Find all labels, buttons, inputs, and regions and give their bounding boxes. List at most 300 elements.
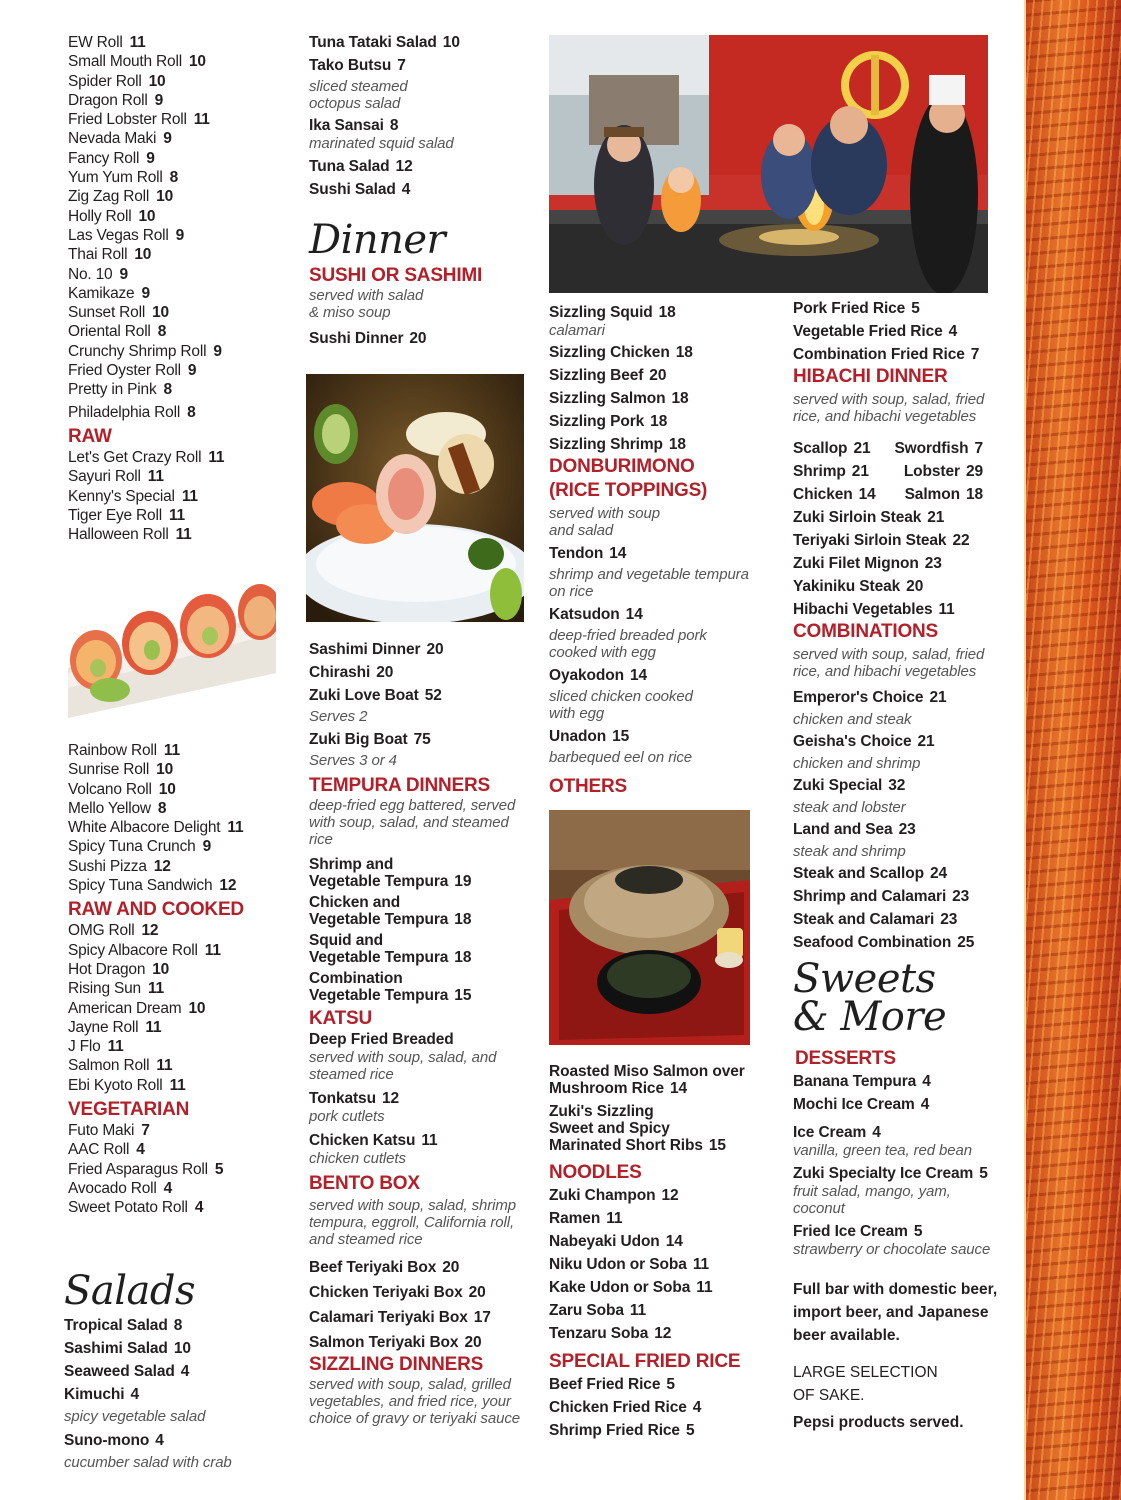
- item-price: 11: [156, 1057, 173, 1075]
- item-price: 12: [654, 1325, 672, 1342]
- item-description: octopus salad: [309, 95, 401, 112]
- desserts-heading: DESSERTS: [795, 1048, 896, 1069]
- item-price: 10: [156, 761, 174, 779]
- item-price: 8: [157, 799, 167, 817]
- item-name: Pork Fried Rice: [793, 300, 906, 317]
- vegetarian-list: [68, 1121, 288, 1217]
- section-description: choice of gravy or teriyaki sauce: [309, 1410, 520, 1427]
- item-price: 9: [213, 342, 222, 360]
- menu-item: [549, 412, 784, 431]
- menu-item: [309, 911, 544, 928]
- item-price: 11: [147, 980, 164, 998]
- item-price: 11: [629, 1302, 647, 1319]
- menu-item: Zuki's Sizzling: [549, 1103, 654, 1120]
- menu-item: [68, 284, 288, 303]
- noodles-heading: NOODLES: [549, 1162, 642, 1183]
- item-price: 20: [649, 367, 667, 384]
- item-price: 9: [141, 284, 150, 302]
- bento-box-heading: BENTO BOX: [309, 1173, 420, 1194]
- menu-item: Sushi Salad 4: [309, 181, 411, 198]
- menu-item: [793, 910, 1018, 929]
- item-price: 11: [227, 819, 244, 837]
- menu-item: Deep Fried Breaded: [309, 1031, 454, 1048]
- item-name: Philadelphia Roll: [68, 403, 181, 421]
- item-price: 4: [163, 1179, 173, 1197]
- raw-list: [68, 448, 288, 544]
- item-description: barbequed eel on rice: [549, 749, 693, 766]
- item-name: Calamari Teriyaki Box: [309, 1309, 468, 1326]
- item-name: Zuki Filet Mignon: [793, 555, 919, 572]
- item-name: Kake Udon or Soba: [549, 1279, 691, 1296]
- hibachi-pair-row: [793, 485, 983, 504]
- bento-list: [309, 1258, 544, 1352]
- item-price: 11: [175, 526, 192, 544]
- item-name: Lobster: [903, 463, 960, 480]
- sizzling-dinners-heading: SIZZLING DINNERS: [309, 1354, 484, 1375]
- item-name: Sunrise Roll: [68, 761, 150, 779]
- menu-item: [904, 462, 983, 481]
- item-price: 21: [851, 463, 869, 480]
- item-name: Kamikaze: [68, 284, 135, 302]
- item-description: chicken cutlets: [309, 1150, 406, 1167]
- item-name: Chicken Fried Rice: [549, 1399, 687, 1416]
- item-price: 5: [214, 1160, 224, 1178]
- item-name: Nabeyaki Udon: [549, 1233, 660, 1250]
- item-price: 22: [952, 532, 970, 549]
- item-description: sliced chicken cooked: [549, 688, 693, 705]
- menu-item: Mushroom Rice 14: [549, 1080, 688, 1097]
- item-name: Steak and Scallop: [793, 865, 924, 882]
- item-name: Vegetable Fried Rice: [793, 323, 943, 340]
- hibachi-pair-row: [793, 462, 983, 481]
- item-description: steak and shrimp: [793, 843, 906, 860]
- item-name: Swordfish: [894, 440, 969, 457]
- menu-item: Roasted Miso Salmon over: [549, 1063, 745, 1080]
- item-name: Geisha's Choice: [793, 733, 912, 750]
- menu-item: [68, 780, 288, 799]
- item-name: Beef Teriyaki Box: [309, 1259, 437, 1276]
- item-name: Hot Dragon: [68, 960, 146, 978]
- item-name: Let's Get Crazy Roll: [68, 448, 202, 466]
- item-name: Combination: [309, 970, 403, 987]
- menu-item: [68, 448, 288, 467]
- item-description: calamari: [549, 322, 605, 339]
- border-divider: [1024, 0, 1026, 1500]
- item-price: 20: [442, 1259, 460, 1276]
- item-price: 12: [141, 922, 159, 940]
- item-name: Zuki Champon: [549, 1187, 656, 1204]
- item-name: Sayuri Roll: [68, 468, 141, 486]
- item-name: No. 10: [68, 265, 113, 283]
- menu-item: [68, 361, 288, 380]
- menu-item: Chirashi 20: [309, 664, 394, 681]
- item-name: Sizzling Salmon: [549, 390, 666, 407]
- item-description: vanilla, green tea, red bean: [793, 1142, 972, 1159]
- item-price: 21: [927, 509, 945, 526]
- item-price: 10: [152, 304, 169, 322]
- menu-item: [793, 776, 1018, 795]
- menu-item: [68, 207, 288, 226]
- column-3: [549, 303, 784, 798]
- column-3-lower: [549, 1063, 784, 1440]
- item-name: Squid and: [309, 932, 384, 949]
- menu-item: [68, 1018, 288, 1037]
- menu-item: [309, 987, 544, 1004]
- item-name: Rising Sun: [68, 980, 141, 998]
- item-description: coconut: [793, 1200, 845, 1217]
- item-price: 4: [948, 323, 958, 340]
- item-price: 12: [219, 877, 237, 895]
- menu-item: [68, 876, 288, 895]
- menu-item: [68, 245, 288, 264]
- item-price: 18: [675, 344, 693, 361]
- menu-item: Banana Tempura 4: [793, 1073, 931, 1090]
- item-name: Kenny's Special: [68, 487, 175, 505]
- donburimono-heading: DONBURIMONO: [549, 456, 695, 477]
- rice-toppings-heading: (RICE TOPPINGS): [549, 480, 708, 501]
- item-name: Las Vegas Roll: [68, 226, 169, 244]
- column-2-lower: [309, 640, 544, 1427]
- item-price: 8: [187, 403, 196, 421]
- menu-item: [905, 485, 983, 504]
- bar-note-line: import beer, and Japanese: [793, 1304, 989, 1321]
- section-description: rice, and hibachi vegetables: [793, 663, 977, 680]
- item-price: 19: [454, 873, 472, 890]
- menu-item: Sashimi Salad 10: [64, 1340, 191, 1357]
- item-price: 4: [194, 1199, 204, 1217]
- sushi-roll-photo: [68, 578, 276, 718]
- item-price: 11: [169, 1076, 186, 1094]
- item-price: 10: [188, 53, 206, 71]
- item-name: Teriyaki Sirloin Steak: [793, 532, 947, 549]
- item-price: 11: [204, 941, 221, 959]
- raw-and-cooked-list: [68, 921, 288, 1095]
- menu-item: [68, 226, 288, 245]
- item-price: 11: [147, 468, 164, 486]
- item-price: 25: [957, 934, 975, 951]
- item-price: 9: [202, 838, 211, 856]
- raw-heading: RAW: [68, 425, 112, 447]
- menu-item: [549, 435, 784, 454]
- section-description: served with salad: [309, 287, 424, 304]
- pepsi-note: Pepsi products served.: [793, 1414, 964, 1431]
- menu-item: Sashimi Dinner 20: [309, 641, 444, 658]
- item-description: steamed rice: [309, 1066, 394, 1083]
- item-name: Shrimp and: [309, 856, 394, 873]
- item-name: Crunchy Shrimp Roll: [68, 342, 207, 360]
- menu-item: Tako Butsu 7: [309, 57, 406, 74]
- menu-item: [68, 33, 288, 52]
- section-description: served with soup: [549, 505, 660, 522]
- item-price: 29: [965, 463, 983, 480]
- menu-item: Fried Ice Cream 5: [793, 1223, 923, 1240]
- item-price: 10: [148, 72, 166, 90]
- item-price: 10: [188, 999, 206, 1017]
- item-price: 23: [898, 821, 916, 838]
- menu-item: [793, 485, 876, 504]
- item-price: 11: [606, 1210, 623, 1227]
- section-description: served with soup, salad, fried: [793, 391, 985, 408]
- item-name: Steak and Calamari: [793, 911, 935, 928]
- item-description: chicken and steak: [793, 711, 912, 728]
- menu-item: [68, 1037, 288, 1056]
- menu-item: [68, 110, 288, 129]
- soba-noodles-photo: [549, 810, 750, 1045]
- menu-item: Tendon 14: [549, 545, 627, 562]
- item-price: 23: [940, 911, 958, 928]
- vegetarian-heading: VEGETARIAN: [68, 1099, 190, 1121]
- menu-item: Suno-mono 4: [64, 1432, 164, 1449]
- item-price: 14: [858, 486, 876, 503]
- menu-item: Oyakodon 14: [549, 667, 648, 684]
- item-name: Shrimp Fried Rice: [549, 1422, 680, 1439]
- hibachi-pair-row: [793, 439, 983, 458]
- item-price: 24: [929, 865, 948, 882]
- item-description: on rice: [549, 583, 594, 600]
- menu-item: Katsudon 14: [549, 606, 643, 623]
- salads-section: [64, 1270, 284, 1471]
- item-price: 18: [965, 486, 983, 503]
- menu-item: [793, 462, 869, 481]
- section-description: deep-fried egg battered, served: [309, 797, 516, 814]
- menu-item: [549, 389, 784, 408]
- item-name: Ramen: [549, 1210, 601, 1227]
- menu-item: [68, 187, 288, 206]
- hibachi-pairs: [793, 439, 1018, 504]
- menu-item: [68, 487, 288, 506]
- section-description: rice: [309, 831, 333, 848]
- menu-item: [68, 818, 288, 837]
- item-name: Sizzling Pork: [549, 413, 645, 430]
- section-description: and salad: [549, 522, 614, 539]
- menu-item: [68, 149, 288, 168]
- item-name: Yum Yum Roll: [68, 169, 163, 187]
- menu-item: [793, 554, 1018, 573]
- menu-item: [68, 525, 288, 544]
- item-name: Holly Roll: [68, 207, 132, 225]
- section-description: vegetables, and fried rice, your: [309, 1393, 511, 1410]
- item-name: Small Mouth Roll: [68, 53, 182, 71]
- menu-item: [68, 1198, 288, 1217]
- menu-item: Marinated Short Ribs 15: [549, 1137, 726, 1154]
- fried-rice-list: [793, 299, 1018, 364]
- menu-item: Mochi Ice Cream 4: [793, 1096, 930, 1113]
- menu-item: [68, 921, 288, 940]
- item-price: 4: [692, 1399, 702, 1416]
- menu-item: [793, 322, 1018, 341]
- menu-item: [549, 1375, 784, 1394]
- item-name: Sizzling Chicken: [549, 344, 670, 361]
- menu-item: [68, 129, 288, 148]
- item-price: 11: [692, 1256, 709, 1273]
- item-description: fruit salad, mango, yam,: [793, 1183, 951, 1200]
- menu-item: [309, 949, 544, 966]
- sake-note-line: OF SAKE.: [793, 1387, 865, 1404]
- section-description: tempura, eggroll, California roll,: [309, 1214, 515, 1231]
- menu-item: Zuki Love Boat 52: [309, 687, 442, 704]
- section-description: rice, and hibachi vegetables: [793, 408, 977, 425]
- item-price: 11: [193, 111, 210, 129]
- item-description: cooked with egg: [549, 644, 656, 661]
- hibachi-restaurant-photo: [549, 35, 988, 293]
- item-price: 9: [175, 226, 185, 244]
- menu-item: [68, 1140, 288, 1159]
- menu-item: [68, 979, 288, 998]
- section-description: and steamed rice: [309, 1231, 423, 1248]
- item-name: Futo Maki: [68, 1122, 135, 1140]
- item-name: Spider Roll: [68, 72, 142, 90]
- menu-item: [793, 531, 1018, 550]
- item-name: Halloween Roll: [68, 526, 169, 544]
- item-name: Shrimp and Calamari: [793, 888, 947, 905]
- menu-item: [549, 343, 784, 362]
- item-name: Chicken Teriyaki Box: [309, 1284, 463, 1301]
- item-price: 11: [696, 1279, 713, 1296]
- item-price: 9: [187, 362, 197, 380]
- item-price: 5: [911, 300, 920, 317]
- menu-item: [68, 303, 288, 322]
- item-name: Zig Zag Roll: [68, 188, 150, 206]
- menu-item: [68, 941, 288, 960]
- item-name: Zuki Special: [793, 777, 883, 794]
- sushi-rolls-list: [68, 33, 288, 422]
- menu-item: [793, 600, 1018, 619]
- item-name: Vegetable Tempura: [309, 911, 449, 928]
- specialty-rolls-list: [68, 741, 288, 895]
- item-name: Pretty in Pink: [68, 381, 157, 399]
- sizzling-list: [549, 343, 784, 454]
- item-name: Vegetable Tempura: [309, 987, 449, 1004]
- item-name: Shrimp: [793, 463, 846, 480]
- item-name: Volcano Roll: [68, 780, 152, 798]
- menu-item: Tonkatsu 12: [309, 1090, 399, 1107]
- column-1: [68, 33, 288, 544]
- item-description: with egg: [549, 705, 605, 722]
- hibachi-dinner-heading: HIBACHI DINNER: [793, 366, 948, 387]
- item-price: 23: [952, 888, 970, 905]
- item-name: Thai Roll: [68, 246, 128, 264]
- hibachi-list: [793, 508, 1018, 619]
- item-name: AAC Roll: [68, 1141, 130, 1159]
- menu-item: [68, 403, 288, 422]
- menu-item: [68, 52, 288, 71]
- menu-item: [793, 732, 1018, 751]
- menu-item: Ice Cream 4: [793, 1124, 881, 1141]
- item-description: Serves 2: [309, 708, 368, 725]
- menu-item: [793, 345, 1018, 364]
- menu-item: [793, 508, 1018, 527]
- menu-item: [549, 1398, 784, 1417]
- item-price: 11: [107, 1038, 124, 1056]
- section-description: served with soup, salad, shrimp: [309, 1197, 516, 1214]
- item-name: Sweet Potato Roll: [68, 1199, 188, 1217]
- item-name: Tenzaru Soba: [549, 1325, 649, 1342]
- menu-item: [68, 1056, 288, 1075]
- item-description: chicken and shrimp: [793, 755, 921, 772]
- item-price: 10: [134, 246, 152, 264]
- item-price: 9: [146, 149, 155, 167]
- item-name: Yakiniku Steak: [793, 578, 901, 595]
- tempura-list: [309, 856, 544, 1004]
- menu-item: Tropical Salad 8: [64, 1317, 183, 1334]
- menu-item: [68, 760, 288, 779]
- item-name: J Flo: [68, 1038, 101, 1056]
- item-price: 7: [974, 440, 983, 457]
- item-name: Seafood Combination: [793, 934, 952, 951]
- item-name: Fried Oyster Roll: [68, 362, 181, 380]
- tempura-item: [309, 970, 544, 1004]
- item-name: Emperor's Choice: [793, 689, 924, 706]
- item-name: Avocado Roll: [68, 1179, 157, 1197]
- item-price: 21: [929, 689, 947, 706]
- column-1-lower: [68, 741, 288, 1218]
- menu-item: [68, 857, 288, 876]
- item-price: 20: [464, 1334, 482, 1351]
- item-price: 11: [168, 506, 185, 524]
- item-name: Sushi Pizza: [68, 857, 147, 875]
- menu-item: Ika Sansai 8: [309, 117, 399, 134]
- item-price: 5: [685, 1422, 695, 1439]
- item-price: 18: [650, 413, 668, 430]
- section-description: served with soup, salad, grilled: [309, 1376, 511, 1393]
- decorative-border: [1024, 0, 1121, 1500]
- item-name: Spicy Tuna Crunch: [68, 838, 196, 856]
- item-name: Chicken and: [309, 894, 401, 911]
- menu-item: [68, 999, 288, 1018]
- item-price: 20: [906, 578, 924, 595]
- item-name: Beef Fried Rice: [549, 1376, 661, 1393]
- item-price: 11: [145, 1018, 162, 1036]
- menu-item: Seaweed Salad 4: [64, 1363, 190, 1380]
- item-price: 18: [671, 390, 689, 407]
- item-name: Salmon: [904, 486, 960, 503]
- menu-item: Sushi Dinner 20: [309, 330, 427, 347]
- sweets-title: Sweets: [793, 956, 936, 1002]
- item-description: served with soup, salad, and: [309, 1049, 497, 1066]
- sake-note-line: LARGE SELECTION: [793, 1364, 938, 1381]
- menu-item: [894, 439, 983, 458]
- item-description: marinated squid salad: [309, 135, 454, 152]
- item-description: steak and lobster: [793, 799, 906, 816]
- menu-item: [793, 820, 1018, 839]
- item-price: 10: [156, 188, 173, 206]
- item-name: Mello Yellow: [68, 799, 151, 817]
- section-description: with soup, salad, and steamed: [309, 814, 509, 831]
- item-price: 8: [163, 381, 172, 399]
- item-name: Hibachi Vegetables: [793, 601, 933, 618]
- item-name: Sizzling Beef: [549, 367, 644, 384]
- bar-note: [793, 1278, 1018, 1347]
- item-price: 18: [668, 436, 686, 453]
- item-description: strawberry or chocolate sauce: [793, 1241, 991, 1258]
- item-price: 11: [163, 742, 180, 759]
- menu-item: [68, 1076, 288, 1095]
- tempura-dinners-heading: TEMPURA DINNERS: [309, 775, 491, 796]
- menu-item: Chicken Katsu 11: [309, 1132, 438, 1149]
- item-price: 9: [154, 91, 164, 109]
- menu-item: [68, 1160, 288, 1179]
- item-price: 18: [454, 949, 472, 966]
- sashimi-platter-photo: [306, 374, 524, 622]
- item-price: 21: [917, 733, 935, 750]
- item-price: 7: [141, 1122, 150, 1140]
- item-price: 11: [181, 487, 198, 505]
- item-name: Ebi Kyoto Roll: [68, 1076, 163, 1094]
- menu-item: [68, 72, 288, 91]
- item-name: Salmon Roll: [68, 1057, 150, 1075]
- menu-item: [68, 91, 288, 110]
- item-price: 5: [666, 1376, 675, 1393]
